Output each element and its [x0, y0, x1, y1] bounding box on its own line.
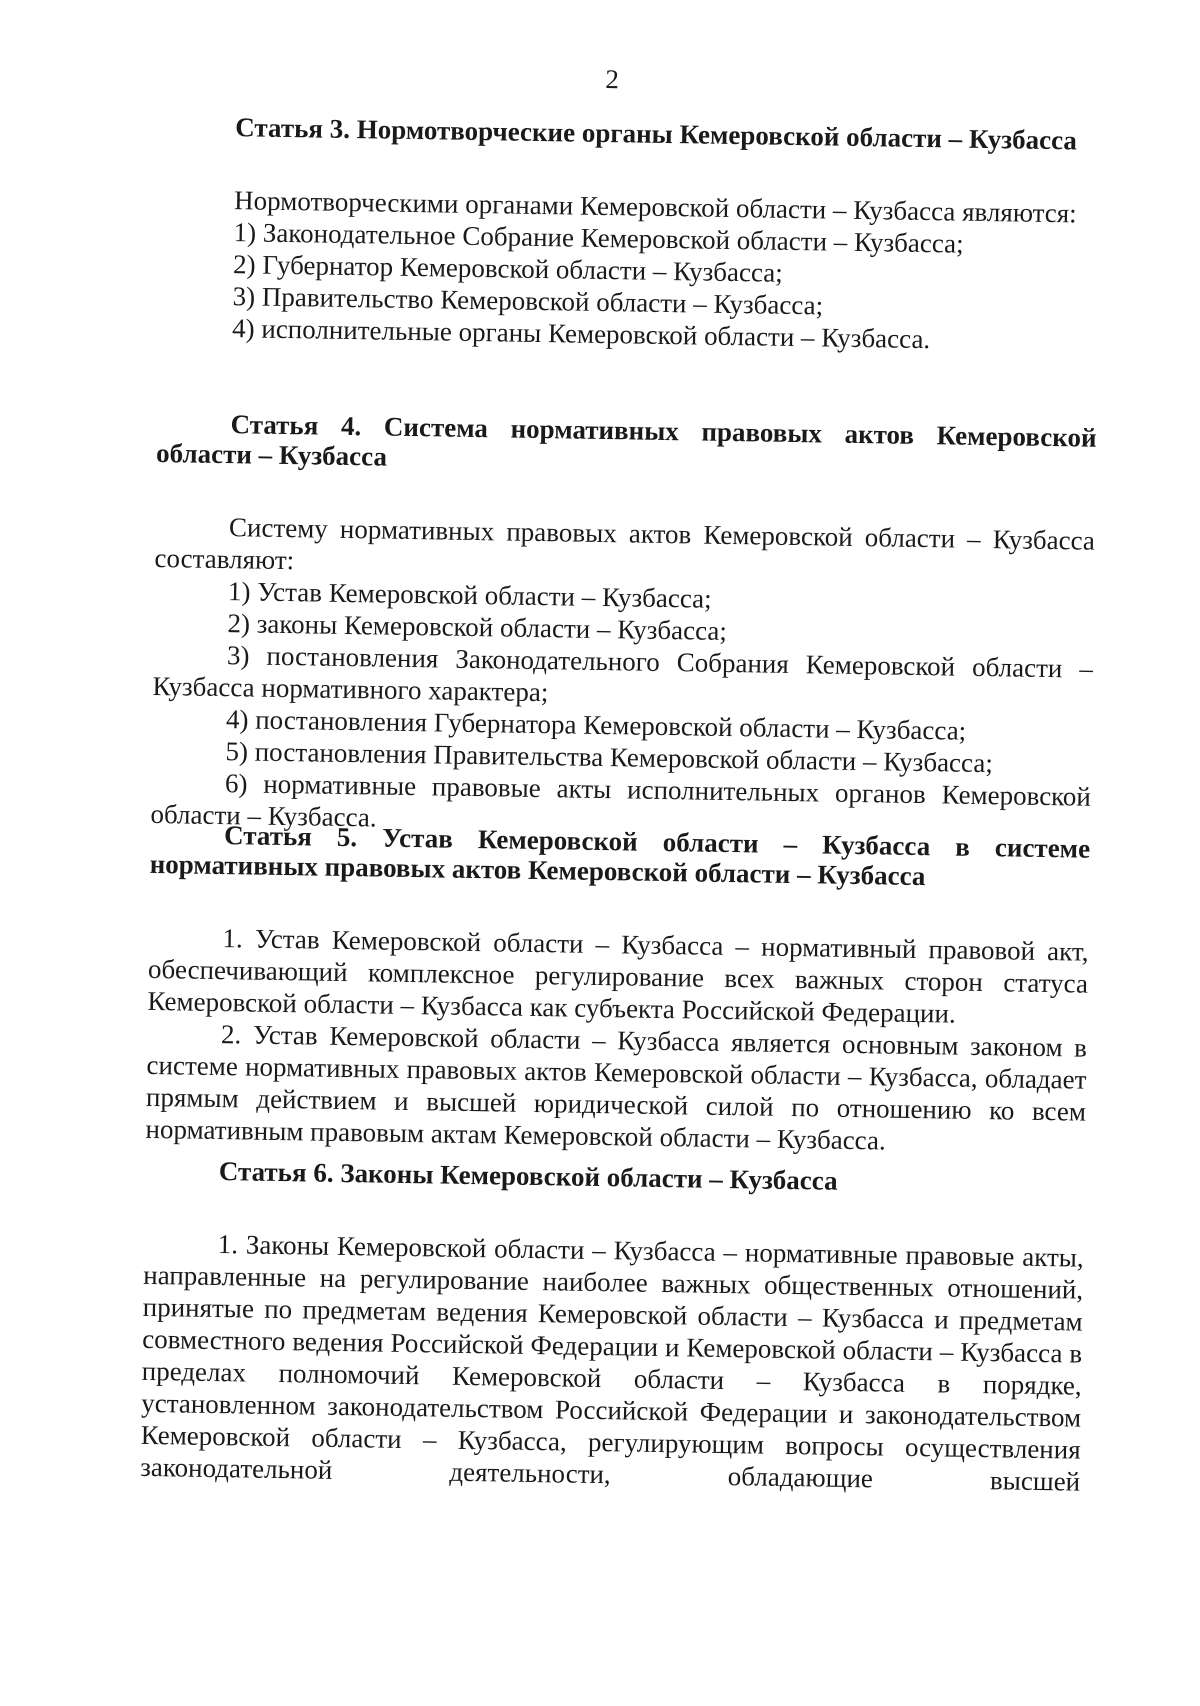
article-heading: Статья 4. Система нормативных правовых актов Кемеровской области – Кузбасса — [155, 409, 1097, 472]
page-number: 2 — [605, 63, 620, 95]
list-item: 5) постановления Правительства Кемеровской области – Кузбасса; — [225, 736, 994, 779]
list-item: 4) исполнительные органы Кемеровской области – Кузбасса. — [231, 313, 931, 355]
article-heading: Статья 6. Законы Кемеровской области – Кузбасса — [218, 1156, 838, 1196]
list-item: 2) законы Кемеровской области – Кузбасса; — [227, 608, 728, 646]
list-item: 4) постановления Губернатора Кемеровской области – Кузбасса; — [225, 704, 967, 746]
article-4 — [150, 408, 1097, 845]
list-item: 1. Законы Кемеровской области – Кузбасса – нормативные правовые акты, направленные на регулирование наиболее важных общественных отношений, принятые по предметам ведения Кемеровской области – Кузбасса и предметам совместного ведения Российской Федерации и Кемеровской области – Кузбасса в пределах полномочий Кемеровской области – Кузбасса в порядке, установленном законодательством Российской Федерации и законодательством Кемеровской области – Кузбасса, регулирующим вопросы осуществления законодательной деятельности, обладающие высшей — [140, 1229, 1084, 1497]
article-heading: Статья 3. Нормотворческие органы Кемеровской области – Кузбасса — [235, 112, 1078, 156]
list-item: 2. Устав Кемеровской области – Кузбасса является основным законом в системе нормативных правовых актов Кемеровской области – Кузбасса, обладает прямым действием и высшей юридической силой по отношению ко всем нормативным правовым актам Кемеровской области – Кузбасса. — [145, 1019, 1088, 1156]
article-body — [145, 921, 1088, 1160]
article-intro: Систему нормативных правовых актов Кемеровской области – Кузбасса составляют: — [154, 512, 1096, 576]
article-body — [150, 510, 1095, 845]
list-item: 1. Устав Кемеровской области – Кузбасса – нормативный правовой акт, обеспечивающий комплексное регулирование всех важных сторон статуса Кемеровской области – Кузбасса как субъекта Российской Федерации. — [147, 923, 1089, 1029]
article-heading: Статья 5. Устав Кемеровской области – Кузбасса в системе нормативных правовых актов Кемеровской области – Кузбасса — [149, 820, 1091, 892]
list-item: 1) Устав Кемеровской области – Кузбасса; — [227, 576, 712, 614]
article-intro: Нормотворческими органами Кемеровской области – Кузбасса являются: — [233, 185, 1077, 229]
article-3 — [158, 111, 1102, 358]
list-item: 6) нормативные правовые акты исполнительных органов Кемеровской области – Кузбасса. — [150, 768, 1092, 833]
article-5 — [145, 819, 1090, 1160]
list-item: 3) постановления Законодательного Собрания Кемеровской области – Кузбасса нормативного характера; — [152, 640, 1094, 708]
list-item: 2) Губернатор Кемеровской области – Кузбасса; — [232, 249, 784, 288]
article-6 — [140, 1155, 1085, 1498]
article-body — [140, 1227, 1084, 1498]
list-item: 3) Правительство Кемеровской области – Кузбасса; — [232, 281, 824, 321]
list-item: 1) Законодательное Собрание Кемеровской области – Кузбасса; — [233, 217, 964, 259]
article-body — [158, 183, 1100, 358]
